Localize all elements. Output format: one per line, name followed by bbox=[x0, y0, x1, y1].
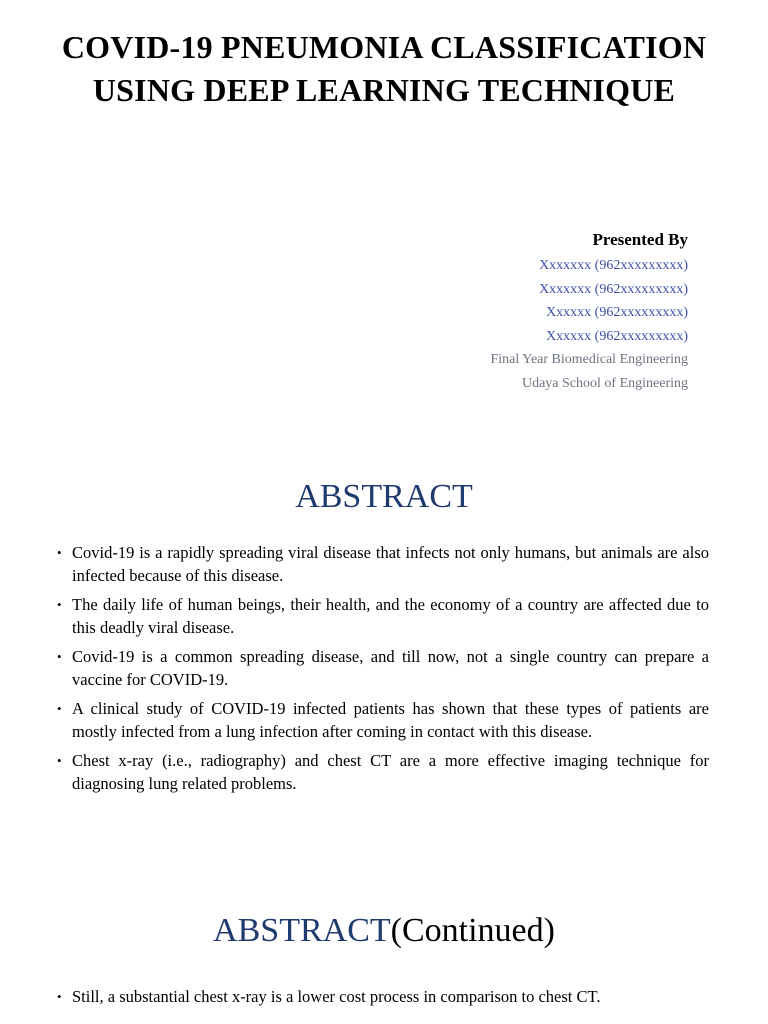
presenter-name: Xxxxxxx (962xxxxxxxxx) bbox=[539, 281, 688, 297]
bullet-text: Still, a substantial chest x-ray is a lower cost process in comparison to chest CT. bbox=[72, 987, 601, 1006]
department-label: Final Year Biomedical Engineering bbox=[490, 352, 688, 367]
abstract-heading: ABSTRACT bbox=[295, 478, 473, 515]
bullet-marker: • bbox=[57, 597, 62, 612]
bullet-marker: • bbox=[57, 649, 62, 664]
continued-label: (Continued) bbox=[390, 912, 555, 949]
bullet-item bbox=[57, 986, 709, 1009]
presenter-name: Xxxxxx (962xxxxxxxxx) bbox=[546, 328, 688, 344]
presenter-name: Xxxxxxx (962xxxxxxxxx) bbox=[539, 258, 688, 273]
bullet-text: Covid-19 is a common spreading disease, and till now, not a single country can prepare a vaccine for COVID-19. bbox=[72, 647, 709, 689]
presentation-title: COVID-19 PNEUMONIA CLASSIFICATION USING DEEP LEARNING TECHNIQUE bbox=[61, 29, 707, 108]
presented-by-label: Presented By bbox=[592, 230, 688, 249]
bullet-marker: • bbox=[57, 701, 62, 716]
bullet-text: Covid-19 is a rapidly spreading viral disease that infects not only humans, but animals are also infected because of this disease. bbox=[72, 543, 709, 585]
abstract-continued-heading bbox=[0, 911, 768, 951]
abstract-continued-bullet-list bbox=[57, 986, 709, 1016]
bullet-marker: • bbox=[57, 545, 62, 560]
abstract-heading-text: ABSTRACT bbox=[213, 912, 391, 949]
bullet-marker: • bbox=[57, 753, 62, 768]
institution-label: Udaya School of Engineering bbox=[521, 375, 688, 391]
bullet-text: A clinical study of COVID-19 infected patients has shown that these types of patients are mostly infected from a lung infection after coming in contact with this disease. bbox=[72, 699, 709, 741]
bullet-text: Chest x-ray (i.e., radiography) and chest CT are a more effective imaging technique for diagnosing lung related problems. bbox=[72, 751, 709, 793]
presenter-name: Xxxxxx (962xxxxxxxxx) bbox=[546, 305, 688, 320]
bullet-marker: • bbox=[57, 989, 62, 1004]
bullet-text: The daily life of human beings, their health, and the economy of a country are affected due to this deadly viral disease. bbox=[72, 595, 709, 637]
